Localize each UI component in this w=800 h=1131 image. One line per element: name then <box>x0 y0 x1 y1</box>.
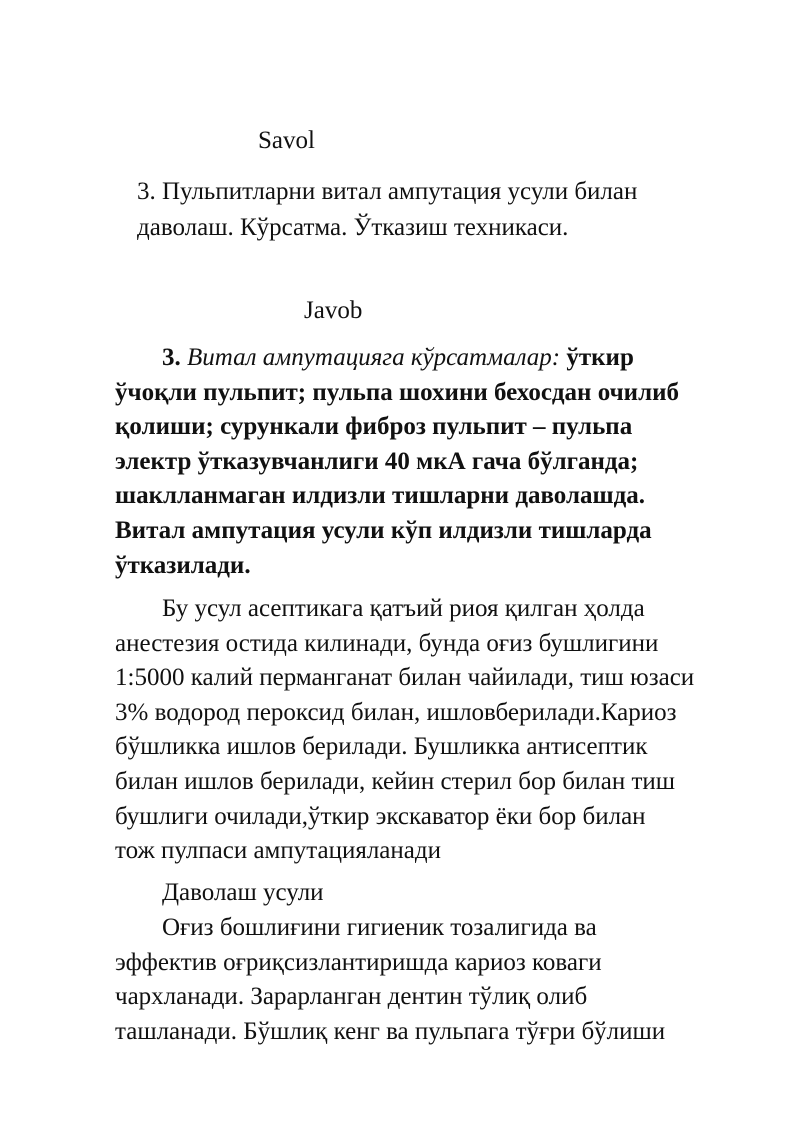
answer-bold-line: ўчоқли пульпит; пульпа шохини бехосдан очилиб <box>115 378 680 406</box>
answer-number: 3. <box>162 344 181 371</box>
paragraph-line: ташланади. Бўшлиқ кенг ва пульпага тўғри бўлиши <box>115 1017 666 1045</box>
paragraph-line: анестезия остида килинади, бунда оғиз бушлигини <box>115 629 659 657</box>
paragraph-line: чархланади. Зарарланган дентин тўлиқ олиб <box>115 983 588 1011</box>
javob-heading: Javob <box>304 297 363 324</box>
answer-italic-lead: Витал ампутацияга кўрсатмалар: <box>187 344 561 371</box>
answer-bold-line: Витал ампутация усули кўп илдизли тишларда <box>115 516 652 544</box>
treatment-method-title: Даволаш усули <box>162 879 324 906</box>
answer-bold-line: шаклланмаган илдизли тишларни даволашда. <box>115 482 645 510</box>
savol-heading: Savol <box>258 127 315 154</box>
answer-bold-line: қолиши; сурункали фиброз пульпит – пульпа <box>115 413 633 441</box>
paragraph-treatment <box>115 911 742 1049</box>
paragraph-line: бушлиги очилади,ўткир экскаватор ёки бор билан <box>115 802 646 830</box>
paragraph-line: тож пулпаси ампутацияланади <box>115 837 441 865</box>
paragraph-line: 1:5000 калий перманганат билан чайилади, тиш юзаси <box>115 664 695 692</box>
question-block <box>137 174 742 246</box>
paragraph-line: 3% водород пероксид билан, ишловберилади.Кариоз <box>115 698 677 726</box>
paragraph-line: Бу усул асептикага қатъий риоя қилган ҳолда <box>162 595 645 622</box>
answer-bold-line: электр ўтказувчанлиги 40 мкА гача бўлганда; <box>115 447 639 475</box>
paragraph-line: бўшликка ишлов берилади. Бушликка антисептик <box>115 733 648 761</box>
paragraph-line: Оғиз бошлиғини гигиеник тозалигида ва <box>162 914 597 941</box>
answer-first-line <box>115 341 742 376</box>
answer-bold-line: ўтказилади. <box>115 551 251 579</box>
question-line: даволаш. Кўрсатма. Ўтказиш техникаси. <box>137 214 569 241</box>
paragraph-line: билан ишлов берилади, кейин стерил бор билан тиш <box>115 767 676 795</box>
paragraph-procedure <box>115 592 742 869</box>
question-line: 3. Пульпитларни витал ампутация усули билан <box>137 178 638 205</box>
paragraph-line: эффектив оғриқсизлантиришда кариоз коваги <box>115 948 602 976</box>
answer-block <box>115 341 742 583</box>
answer-bold-start: ўткир <box>566 344 634 371</box>
treatment-method-title-block <box>115 876 742 911</box>
